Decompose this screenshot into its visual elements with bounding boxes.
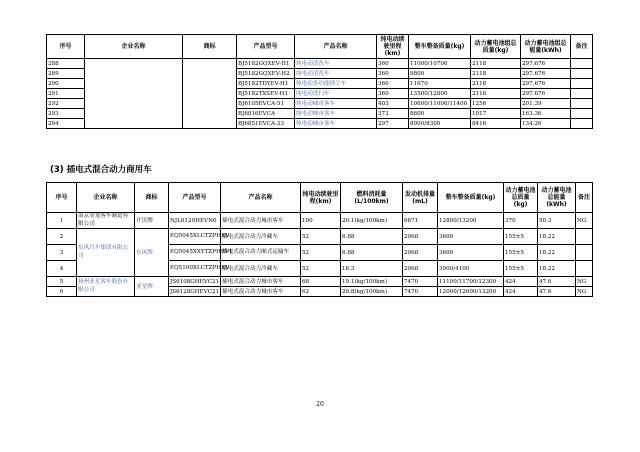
cell-fuel: 6.88	[341, 245, 403, 261]
cell-model: BJ6105EVCA-51	[237, 99, 295, 109]
cell-seq: 4	[47, 261, 77, 277]
cell-seq: 3	[47, 245, 77, 261]
cell-note: NG	[576, 213, 593, 229]
cell-range: 360	[377, 59, 409, 69]
cell-curb-mass: 11000/10700	[409, 59, 471, 69]
cell-curb-mass: 10600/11000/11400	[409, 99, 471, 109]
table1-header-row	[47, 35, 593, 59]
cell-model: BJ5182GQXEV-H2	[237, 69, 295, 79]
cell-range: 360	[377, 79, 409, 89]
cell-fuel: 20.1(kg/100km)	[341, 213, 403, 229]
cell-range: 360	[377, 89, 409, 99]
cell-battery-energy: 47.6	[538, 287, 576, 297]
cell-curb-mass: 11100/11700/12300	[438, 277, 504, 287]
header-battery-energy: 动力蓄电池总能量(kWh)	[538, 183, 576, 213]
cell-battery-mass: 1256	[471, 99, 521, 109]
table-row	[47, 59, 593, 69]
cell-curb-mass: 8600	[409, 109, 471, 119]
cell-product-name: 插电式混合动力冷藏车	[221, 261, 301, 277]
cell-battery-mass: 424	[504, 287, 538, 297]
cell-battery-mass: 1017	[471, 109, 521, 119]
cell-battery-mass: 2118	[471, 59, 521, 69]
cell-model: BJ5182GQXEV-H1	[237, 59, 295, 69]
cell-curb-mass: 3600	[438, 229, 504, 245]
cell-battery-energy: 297.676	[521, 59, 571, 69]
cell-seq: 292	[47, 99, 85, 109]
cell-seq: 6	[47, 287, 77, 297]
cell-engine: 6871	[403, 213, 438, 229]
section-heading: (3) 插电式混合动力商用车	[50, 165, 152, 175]
cell-note	[571, 59, 593, 69]
table-row	[47, 213, 593, 229]
cell-battery-mass: 155±5	[504, 261, 538, 277]
header-company: 企业名称	[77, 183, 135, 213]
cell-company: 南京金龙客车制造有限公司	[77, 213, 135, 229]
cell-curb-mass: 12800/13200	[438, 213, 504, 229]
cell-product-name: 插电式混合动力厢式运输车	[221, 245, 301, 261]
cell-model: JS6108GHEVC21	[170, 278, 220, 285]
cell-curb-mass: 13500/12800	[409, 89, 471, 99]
cell-battery-mass: 155±5	[504, 229, 538, 245]
cell-battery-mass: 155±5	[504, 245, 538, 261]
header-curb-mass: 整车整备质量(kg)	[438, 183, 504, 213]
cell-seq: 288	[47, 59, 85, 69]
cell-battery-mass: 2118	[471, 69, 521, 79]
cell-fuel: 20.8(kg/100km)	[341, 287, 403, 297]
header-fuel-consumption: 燃料消耗量(L/100km)	[341, 183, 403, 213]
cell-company: 扬州亚星客车股份有限公司	[77, 277, 135, 297]
cell-battery-energy: 163.36	[521, 109, 571, 119]
cell-seq: 291	[47, 89, 85, 99]
cell-note	[571, 119, 593, 129]
cell-model: EQ5100XLCTZPHEV	[169, 261, 221, 277]
cell-range: 297	[377, 119, 409, 129]
cell-product-name: 插电式混合动力冷藏车	[221, 229, 301, 245]
cell-engine: 2968	[403, 229, 438, 245]
cell-engine: 7470	[403, 277, 438, 287]
cell-range: 360	[377, 69, 409, 79]
cell-battery-energy: 297.676	[521, 89, 571, 99]
cell-range: 52	[301, 245, 341, 261]
cell-range: 62	[301, 287, 341, 297]
cell-model: NJL6129HEVN6	[169, 213, 221, 229]
cell-product-name: 插电式混合动力城市客车	[221, 213, 301, 229]
cell-range: 68	[301, 277, 341, 287]
cell-curb-mass: 3900/4100	[438, 261, 504, 277]
cell-model: BJ5182TDYEV-H1	[237, 79, 295, 89]
header-product-name: 产品名称	[221, 183, 301, 213]
table-row	[47, 229, 593, 245]
cell-product-name: 纯电动清洗车	[295, 69, 377, 79]
cell-fuel: 6.88	[341, 229, 403, 245]
cell-battery-mass: 2118	[471, 89, 521, 99]
cell-battery-mass: 370	[504, 213, 538, 229]
cell-battery-mass: 8416	[471, 119, 521, 129]
cell-product-name: 插电式混合动力城市客车	[221, 287, 301, 297]
table-row	[47, 277, 593, 287]
pure-electric-vehicle-table	[46, 34, 593, 129]
cell-battery-mass: 2118	[471, 79, 521, 89]
cell-model: JS6128GHEVC21	[170, 288, 220, 295]
header-battery-mass: 动力蓄电池总质量(kg)	[504, 183, 538, 213]
cell-seq: 294	[47, 119, 85, 129]
phev-commercial-vehicle-table	[46, 182, 593, 297]
cell-model: BJ6851EVCA-33	[237, 119, 295, 129]
cell-model: BJ5182TXSEV-H1	[237, 89, 295, 99]
cell-brand: 东风牌	[135, 229, 169, 277]
cell-battery-energy: 201.39	[521, 99, 571, 109]
page-number: 20	[316, 401, 324, 408]
cell-company	[85, 59, 183, 129]
cell-note	[571, 99, 593, 109]
cell-battery-energy: 18.22	[538, 245, 576, 261]
header-seq: 序号	[47, 183, 77, 213]
cell-battery-energy: 18.22	[538, 229, 576, 245]
cell-model: EQ5045XLCTZPHEV	[169, 229, 221, 245]
cell-curb-mass: 9800	[409, 69, 471, 79]
header-engine-displacement: 发动机排量(mL)	[403, 183, 438, 213]
cell-product-name: 纯电动城市客车	[295, 99, 377, 109]
cell-curb-mass: 3600	[438, 245, 504, 261]
cell-battery-mass: 424	[504, 277, 538, 287]
header-note: 备注	[576, 183, 593, 213]
cell-note	[576, 229, 593, 245]
cell-range: 52	[301, 229, 341, 245]
cell-seq: 289	[47, 69, 85, 79]
cell-range: 403	[377, 99, 409, 109]
header-note: 备注	[571, 35, 593, 59]
cell-engine: 7470	[403, 287, 438, 297]
cell-note	[571, 69, 593, 79]
table2-header-row	[47, 183, 593, 213]
cell-brand	[183, 59, 237, 129]
cell-seq: 293	[47, 109, 85, 119]
cell-range: 52	[301, 261, 341, 277]
cell-battery-energy: 297.676	[521, 79, 571, 89]
cell-seq: 290	[47, 79, 85, 89]
header-range: 纯电动续驶里程(km)	[301, 183, 341, 213]
cell-seq: 1	[47, 213, 77, 229]
cell-note	[571, 79, 593, 89]
cell-product-name: 纯电动城市客车	[295, 109, 377, 119]
cell-note	[576, 245, 593, 261]
cell-product-name: 纯电动清洗车	[295, 59, 377, 69]
cell-battery-energy: 297.676	[521, 69, 571, 79]
cell-battery-energy: 47.6	[538, 277, 576, 287]
cell-brand: 亚星牌	[135, 277, 169, 297]
cell-engine: 2968	[403, 245, 438, 261]
cell-fuel: 19.1(kg/100km)	[341, 277, 403, 287]
header-model: 产品型号	[237, 35, 295, 59]
cell-note	[571, 109, 593, 119]
cell-engine: 2968	[403, 261, 438, 277]
cell-seq: 5	[47, 277, 77, 287]
header-brand: 商标	[135, 183, 169, 213]
header-range: 纯电动续驶里程(km)	[377, 35, 409, 59]
header-seq: 序号	[47, 35, 85, 59]
cell-range: 100	[301, 213, 341, 229]
cell-note	[576, 261, 593, 277]
cell-curb-mass: 8000/8300	[409, 119, 471, 129]
cell-product-name: 纯电动城市客车	[295, 119, 377, 129]
header-model: 产品型号	[169, 183, 221, 213]
header-battery-energy: 动力蓄电池组总能量(kWh)	[521, 35, 571, 59]
cell-model: EQ5045XXYTZPHEV1	[169, 245, 221, 261]
cell-battery-energy: 134.26	[521, 119, 571, 129]
header-brand: 商标	[183, 35, 237, 59]
cell-model: BJ6816EVCA	[237, 109, 295, 119]
cell-note: NG	[576, 287, 593, 297]
cell-seq: 2	[47, 229, 77, 245]
cell-battery-energy: 18.22	[538, 261, 576, 277]
cell-fuel: 18.3	[341, 261, 403, 277]
cell-company: 东风汽车集团有限公司	[77, 229, 135, 277]
cell-brand: 开沃牌	[135, 213, 169, 229]
cell-note	[571, 89, 593, 99]
header-product-name: 产品名称	[295, 35, 377, 59]
header-curb-mass: 整车整备质量(kg)	[409, 35, 471, 59]
header-company: 企业名称	[85, 35, 183, 59]
cell-curb-mass: 12000/12600/13200	[438, 287, 504, 297]
cell-battery-energy: 50.3	[538, 213, 576, 229]
cell-product-name: 纯电动洗扫车	[295, 89, 377, 99]
cell-range: 373	[377, 109, 409, 119]
cell-note: NG	[576, 277, 593, 287]
cell-product-name: 纯电动多功能抑尘车	[295, 79, 377, 89]
cell-curb-mass: 11670	[409, 79, 471, 89]
cell-product-name: 插电式混合动力城市客车	[221, 277, 301, 287]
header-battery-mass: 动力蓄电池组总质量(kg)	[471, 35, 521, 59]
